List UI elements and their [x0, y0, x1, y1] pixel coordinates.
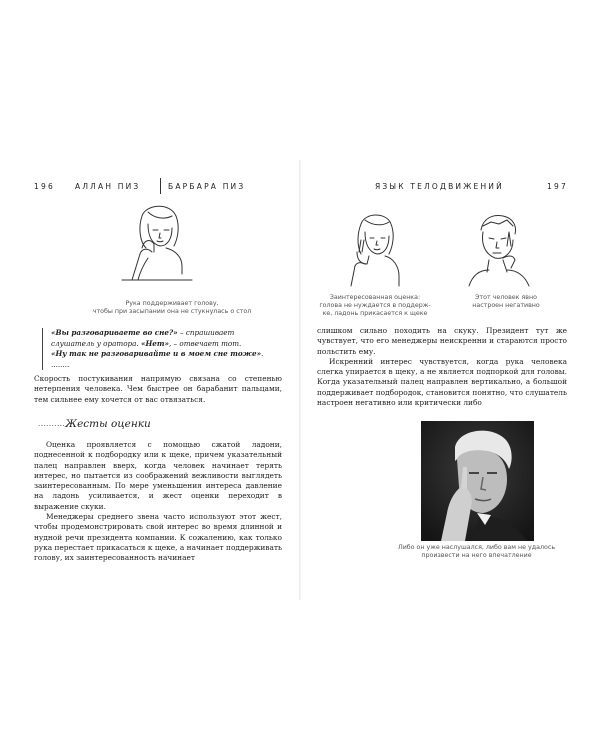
- page-number-right: 197: [547, 182, 568, 191]
- heading-dots: ..........: [38, 420, 66, 428]
- caption-line: Этот человек явно: [475, 294, 537, 301]
- paragraph: Искренний интерес чувствуется, когда рука человека слегка упирается в щеку, а не является подпоркой для головы. Когда указательный палец направлен вертикально, а большой поддерживает подбородок, становится понятно, что слушатель настроен негативно или критически либо: [317, 356, 567, 408]
- illustration-man-chin-finger: [463, 212, 535, 288]
- joke-quote: [42, 328, 283, 370]
- heading-text: Жесты оценки: [65, 418, 151, 430]
- caption-line: ке, ладонь прикасается к щеке: [322, 310, 428, 317]
- paragraph: Скорость постукивания напрямую связана со степенью нетерпения человека. Чем быстрее он барабанит пальцами, тем сильнее ему хочется от вас отвязаться.: [34, 374, 282, 404]
- running-header-author-2: БАРБАРА ПИЗ: [168, 182, 246, 191]
- paragraph: Менеджеры среднего звена часто используют этот жест, чтобы продемонстрировать свой интерес во время длинной и нудной речи президента компании. К сожалению, как только рука перестает прикасаться к щеке, а начинает поддерживать голову, их заинтересованность начинает: [34, 512, 282, 563]
- section-heading: [38, 418, 151, 430]
- quote-text: слушатель у оратора.: [51, 338, 141, 348]
- quote-bold: «Вы разговариваете во сне?»: [51, 328, 178, 337]
- paragraph: Оценка проявляется с помощью сжатой ладони, поднесенной к подбородку или к щеке, причем указательный палец направлен вверх, когда человек начинает терять интерес, но пытается из соображений вежливости выглядеть заинтересованным. По мере уменьшения интереса давление на ладонь усиливается, и жест оценки переходит в выражение скуки.: [34, 440, 282, 511]
- illustration-woman-cheek-touch: [341, 212, 409, 288]
- caption-man: [461, 294, 551, 310]
- quote-line-2: [51, 339, 283, 350]
- caption-line: чтобы при засыпании она не стукнулась о стол: [92, 308, 252, 315]
- body-column-right: [317, 326, 567, 408]
- page-number-left: 196: [34, 182, 55, 191]
- header-separator: [160, 178, 161, 194]
- quote-bold: «Ну так не разговаривайте и в моем сне тоже»: [51, 349, 262, 358]
- body-column-left: [34, 440, 282, 564]
- caption-line: Либо он уже наслушался, либо вам не удалось: [397, 544, 556, 551]
- left-page: [0, 160, 299, 600]
- caption-line: голова не нуждается в поддерж-: [319, 302, 431, 309]
- caption-woman: [319, 294, 431, 318]
- quote-line-1: [51, 328, 283, 339]
- paragraph: слишком сильно походить на скуку. Президент тут же чувствует, что его менеджеры неискренни и стараются просто польстить ему.: [317, 326, 567, 356]
- quote-bold: «Нет»: [140, 338, 169, 348]
- running-header-author-1: АЛЛАН ПИЗ: [75, 182, 141, 191]
- running-header-title: ЯЗЫК ТЕЛОДВИЖЕНИЙ: [375, 182, 504, 191]
- book-spread: [0, 160, 600, 600]
- quote-text: – спрашивает: [177, 328, 235, 337]
- caption-line: произвести на него впечатление: [421, 552, 532, 559]
- quote-text: , – отвечает тот.: [168, 338, 242, 348]
- quote-text: . ........: [51, 349, 264, 369]
- quote-line-3: [51, 349, 283, 370]
- photo-caption: [361, 544, 592, 560]
- caption-line: Заинтересованная оценка:: [329, 294, 421, 301]
- right-page: [301, 160, 600, 600]
- photo-man-hand-on-face: [421, 421, 534, 541]
- caption-line: Рука поддерживает голову,: [125, 300, 219, 307]
- illustration-woman-head-supported: [118, 202, 198, 290]
- caption-line: настроен негативно: [472, 302, 540, 309]
- paragraph-intro: [34, 374, 282, 405]
- illustration-caption-left: [82, 300, 262, 316]
